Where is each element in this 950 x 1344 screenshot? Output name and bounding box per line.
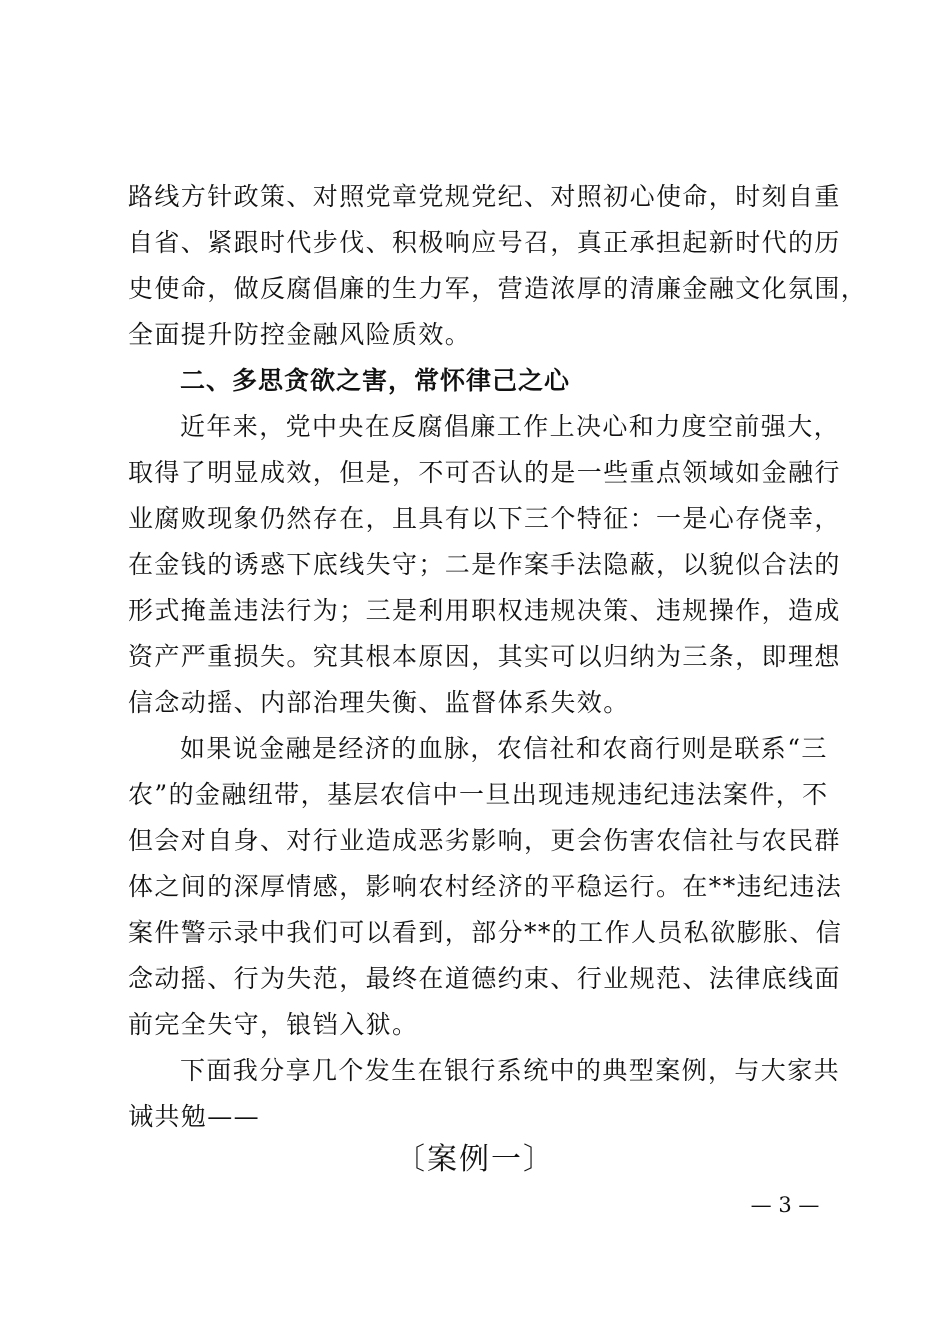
paragraph-line: 体之间的深厚情感，影响农村经济的平稳运行。在**违纪违法 bbox=[128, 872, 843, 901]
paragraph-line: 业腐败现象仍然存在，且具有以下三个特征：一是心存侥幸， bbox=[128, 504, 841, 533]
paragraph-line: 取得了明显成效，但是，不可否认的是一些重点领域如金融行 bbox=[128, 458, 841, 487]
paragraph-line: 在金钱的诱惑下底线失守；二是作案手法隐蔽，以貌似合法的 bbox=[128, 550, 841, 579]
paragraph-line: 近年来，党中央在反腐倡廉工作上决心和力度空前强大， bbox=[180, 412, 841, 441]
page-number: — 3 — bbox=[750, 1193, 820, 1217]
section-heading: 二、多思贪欲之害，常怀律己之心 bbox=[180, 366, 571, 395]
paragraph-line: 如果说金融是经济的血脉，农信社和农商行则是联系“三 bbox=[180, 734, 828, 763]
paragraph-line: 农”的金融纽带，基层农信中一旦出现违规违纪违法案件，不 bbox=[128, 780, 829, 809]
paragraph-line: 史使命，做反腐倡廉的生力军，营造浓厚的清廉金融文化氛围， bbox=[128, 274, 868, 303]
paragraph-line: 资产严重损失。究其根本原因，其实可以归纳为三条，即理想 bbox=[128, 642, 841, 671]
paragraph-line: 全面提升防控金融风险质效。 bbox=[128, 320, 472, 349]
paragraph-line: 信念动摇、内部治理失衡、监督体系失效。 bbox=[128, 688, 630, 717]
paragraph-line: 前完全失守，锒铛入狱。 bbox=[128, 1010, 419, 1039]
paragraph-line: 诫共勉—— bbox=[128, 1102, 261, 1131]
paragraph-line: 念动摇、行为失范，最终在道德约束、行业规范、法律底线面 bbox=[128, 964, 841, 993]
paragraph-line: 自省、紧跟时代步伐、积极响应号召，真正承担起新时代的历 bbox=[128, 228, 841, 257]
case-title: 〔案例一〕 bbox=[395, 1142, 555, 1177]
paragraph-line: 但会对自身、对行业造成恶劣影响，更会伤害农信社与农民群 bbox=[128, 826, 841, 855]
paragraph-line: 案件警示录中我们可以看到，部分**的工作人员私欲膨胀、信 bbox=[128, 918, 843, 947]
paragraph-line: 形式掩盖违法行为；三是利用职权违规决策、违规操作，造成 bbox=[128, 596, 841, 625]
paragraph-line: 下面我分享几个发生在银行系统中的典型案例，与大家共 bbox=[180, 1056, 841, 1085]
paragraph-line: 路线方针政策、对照党章党规党纪、对照初心使命，时刻自重 bbox=[128, 182, 841, 211]
